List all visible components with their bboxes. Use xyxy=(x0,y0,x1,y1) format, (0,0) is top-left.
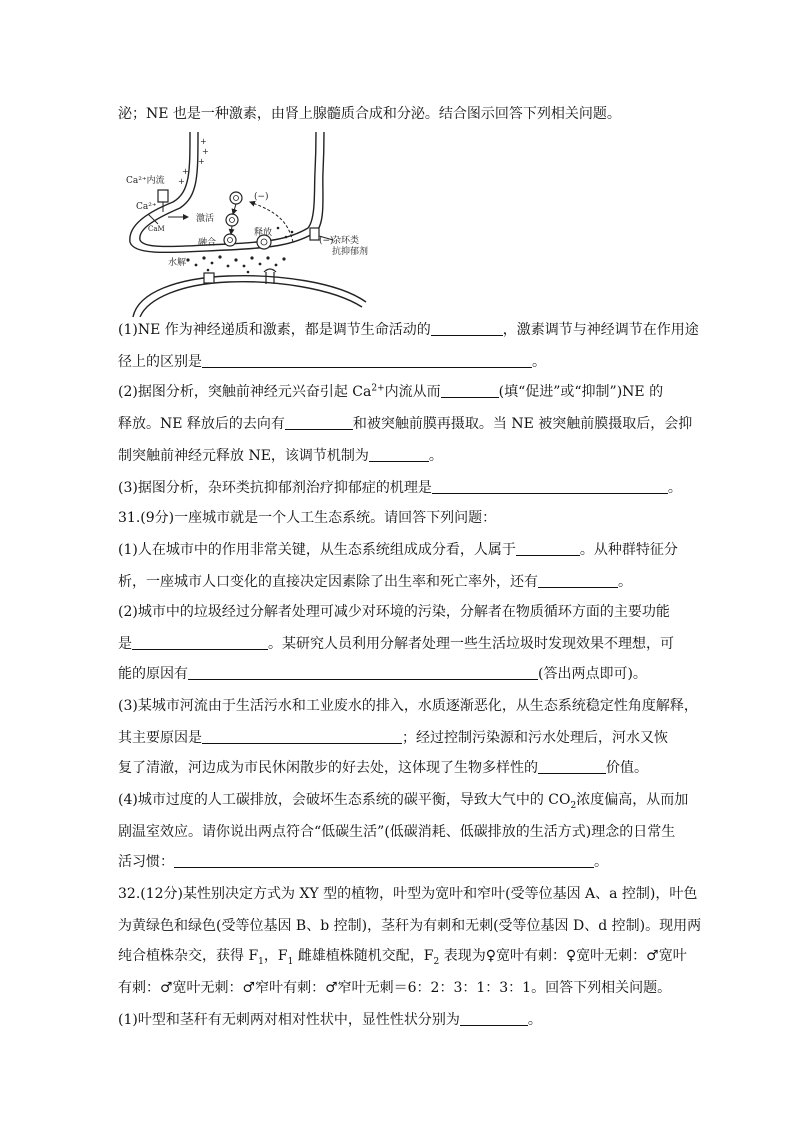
vesicle-2 xyxy=(226,214,238,226)
hydrolyze-label: 水解 xyxy=(168,258,187,268)
calcium-channel xyxy=(158,190,168,202)
q31-p2-line1: (2)城市中的垃圾经过分解者处理可减少对环境的污染，分解者在物质循环方面的主要功能 xyxy=(118,604,670,620)
q31-p3-line3: 复了清澈，河边成为市民休闲散步的好去处，这体现了生物多样性的 价值。 xyxy=(118,760,648,776)
release-label: 释放 xyxy=(254,228,273,238)
inhibit-label-2: (−) xyxy=(319,236,334,246)
q30-p1-line1: (1)NE 作为神经递质和激素，都是调节生命活动的 ，激素调节与神经调节在作用途 xyxy=(118,322,699,338)
q32-stem-line2: 为黄绿色和绿色(受等位基因 B、b 控制)，茎秆为有刺和无刺(受等位基因 D、d 控制)。现用两 xyxy=(118,918,702,934)
vesicle-1 xyxy=(230,192,242,204)
q31-stem: 31.(9分)一座城市就是一个人工生态系统。请回答下列问题： xyxy=(118,510,497,526)
activate-label: 激活 xyxy=(196,214,215,224)
q30-p1-line2: 径上的区别是 。 xyxy=(118,354,546,370)
q31-p4-line2: 剧温室效应。请你说出两点符合“低碳生活”(低碳消耗、低碳排放的生活方式)理念的日常生 xyxy=(118,824,676,840)
q30-p3-line1: (3)据图分析，杂环类抗抑郁剂治疗抑郁症的机理是 。 xyxy=(118,480,682,496)
tricyclic-label-1: 杂环类 xyxy=(332,236,360,246)
q31-p2-line2: 是 。某研究人员利用分解者处理一些生活垃圾时发现效果不理想，可 xyxy=(118,636,674,652)
receptor-1 xyxy=(204,273,214,283)
presynaptic-membrane-inner xyxy=(140,132,316,247)
vesicle-3 xyxy=(224,234,236,246)
q31-p3-line1: (3)某城市河流由于生活污水和工业废水的排入，水质逐渐恶化，从生态系统稳定性角度解释， xyxy=(118,698,698,714)
q30-p2-line2: 释放。NE 释放后的去向有 和被突触前膜再摄取。当 NE 被突触前膜摄取后，会抑 xyxy=(118,416,693,432)
q31-p1-line1: (1)人在城市中的作用非常关键，从生态系统组成成分看，人属于 。从种群特征分 xyxy=(118,542,678,558)
reuptake-transporter xyxy=(310,228,319,240)
q31-p3-line2: 其主要原因是 ；经过控制污染源和污水处理后，河水又恢 xyxy=(118,730,668,746)
svg-text:+: + xyxy=(182,167,189,176)
cam-label: CaM xyxy=(148,225,165,233)
intro-text: 泌；NE 也是一种激素，由肾上腺髓质合成和分泌。结合图示回答下列相关问题。 xyxy=(118,106,621,122)
q31-p4-line3: 活习惯： 。 xyxy=(118,854,608,870)
svg-text:+: + xyxy=(178,177,185,186)
ca-label: Ca²⁺ xyxy=(136,202,157,212)
svg-text:+: + xyxy=(198,157,205,166)
svg-text:+: + xyxy=(200,137,207,146)
tricyclic-label-2: 抗抑郁剂 xyxy=(332,247,369,257)
q30-p2-line1: (2)据图分析，突触前神经元兴奋引起 $Ca^{2+}$内流从而 (填“促进”或“抑制”)NE 的 xyxy=(118,383,664,400)
q32-p1-line1: (1)叶型和茎秆有无刺两对相对性状中，显性性状分别为 。 xyxy=(118,1012,542,1028)
q31-p4-line1: (4)城市过度的人工碳排放，会破坏生态系统的碳平衡，导致大气中的 $CO_2$浓度偏高，从而加 xyxy=(118,792,689,811)
fuse-label: 融合 xyxy=(198,238,217,248)
q31-p2-line3: 能的原因有 (答出两点即可)。 xyxy=(118,666,647,682)
synapse-diagram xyxy=(118,132,368,317)
q32-stem-line4: 有刺：♂宽叶无刺：♂窄叶有刺：♂窄叶无刺＝6：2：3：1：3：1。回答下列相关问题。 xyxy=(118,980,672,996)
q32-stem-line3: 纯合植株杂交，获得 $F_1$，$F_1$ 雌雄植株随机交配，$F_2$ 表现为♀宽叶有刺：♀宽叶无刺：♂宽叶 xyxy=(118,948,687,967)
svg-text:+: + xyxy=(202,147,209,156)
q31-p1-line2: 析，一座城市人口变化的直接决定因素除了出生率和死亡率外，还有 。 xyxy=(118,574,632,590)
q32-stem-line1: 32.(12分)某性别决定方式为 XY 型的植物，叶型为宽叶和窄叶(受等位基因 A、a 控制)，叶色 xyxy=(118,886,698,902)
ca-influx-label: Ca²⁺内流 xyxy=(126,176,165,186)
inhibit-label-1: (−) xyxy=(254,192,269,202)
q30-p2-line3: 制突触前神经元释放 NE，该调节机制为 。 xyxy=(118,448,443,464)
